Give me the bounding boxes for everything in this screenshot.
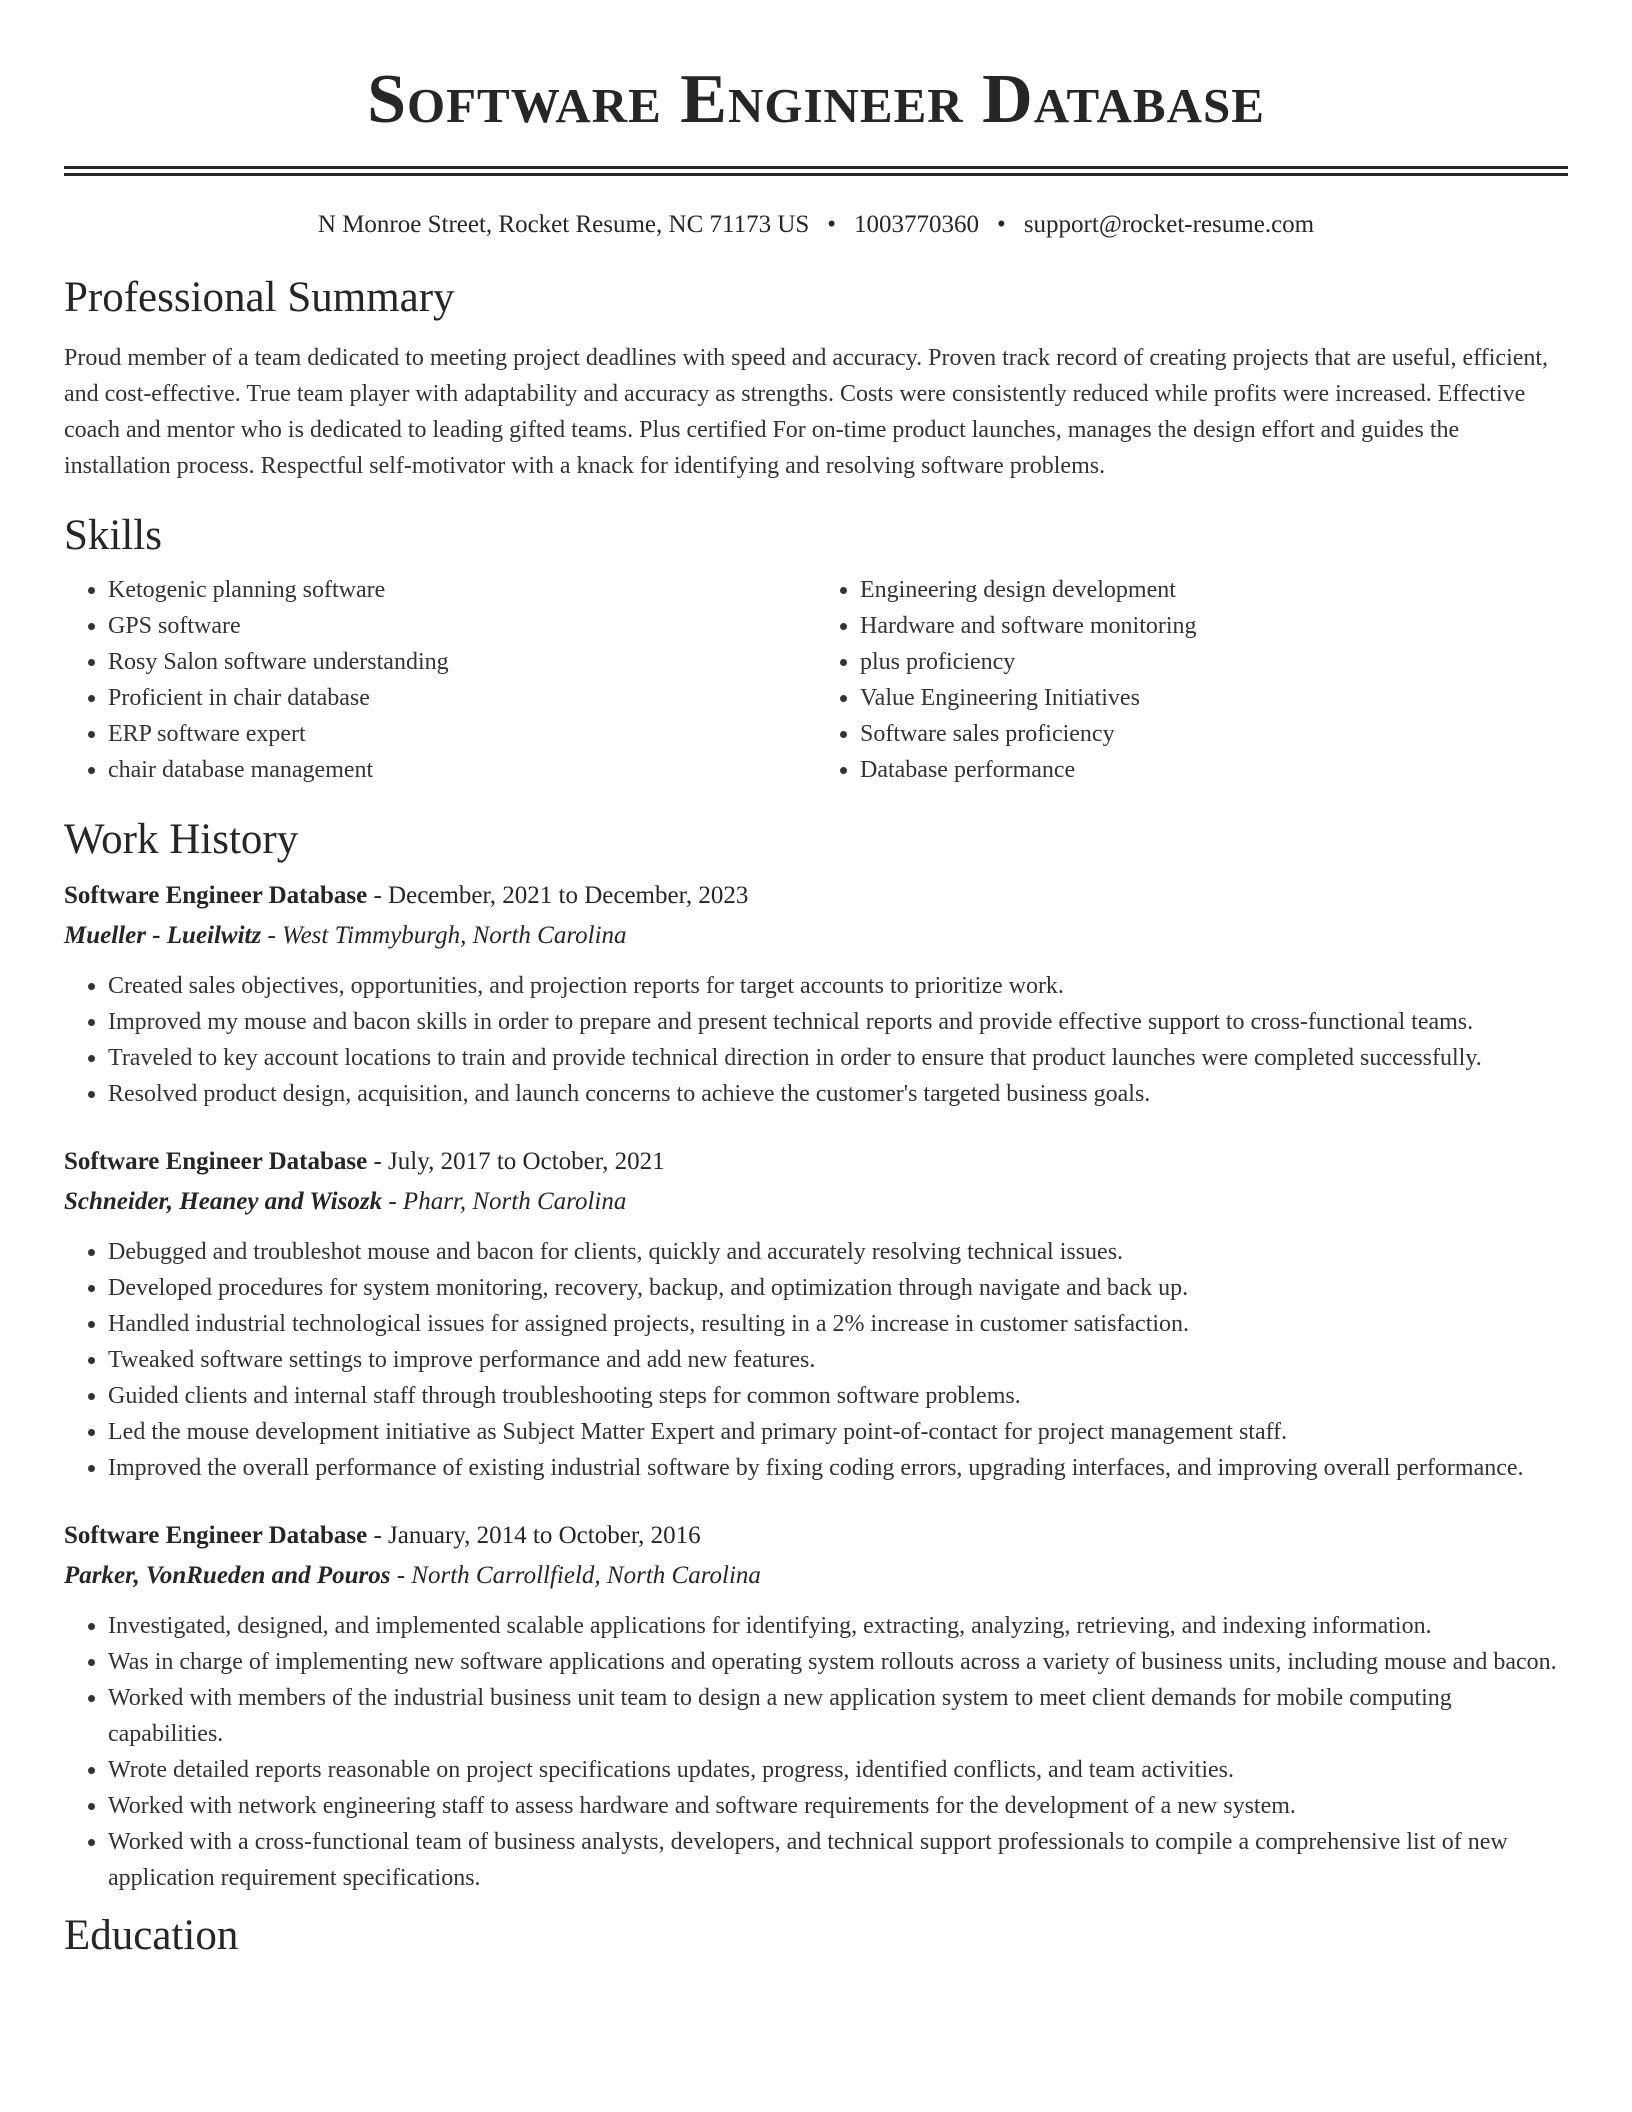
skills-heading: Skills (64, 512, 162, 559)
job-bullets (64, 1608, 1568, 1896)
job-entry (64, 876, 1568, 1112)
contact-address: N Monroe Street, Rocket Resume, NC 71173 US (317, 211, 810, 238)
job-bullet: • Debugged and troubleshot mouse and bacon for clients, quickly and accurately resolving technical issues. (108, 1234, 1568, 1270)
job-title: Software Engineer Database (64, 1522, 368, 1549)
contact-separator: • (997, 211, 1006, 238)
job-bullet: • Led the mouse development initiative as Subject Matter Expert and primary point-of-contact for project management staff. (108, 1414, 1568, 1450)
contact-line (64, 210, 1568, 240)
skill-item: • Rosy Salon software understanding (108, 644, 816, 680)
work-history-heading: Work History (64, 816, 299, 863)
job-bullet: • Worked with network engineering staff to assess hardware and software requirements for the development of a new system. (108, 1788, 1568, 1824)
job-bullet: • Was in charge of implementing new software applications and operating system rollouts across a variety of business units, including mouse and bacon. (108, 1644, 1568, 1680)
job-company: Parker, VonRueden and Pouros (64, 1562, 391, 1589)
job-title: Software Engineer Database (64, 882, 368, 909)
job-dates: - July, 2017 to October, 2021 (367, 1148, 665, 1175)
skill-item: • ERP software expert (108, 716, 816, 752)
skill-item: • chair database management (108, 752, 816, 788)
job-bullets (64, 1234, 1568, 1486)
job-header (64, 1142, 1568, 1182)
education-heading: Education (64, 1912, 239, 1959)
job-bullet: • Improved the overall performance of existing industrial software by fixing coding errors, upgrading interfaces, and improving overall performance. (108, 1450, 1568, 1486)
contact-email: support@rocket-resume.com (1023, 211, 1315, 238)
job-employer (64, 1182, 1568, 1222)
job-title: Software Engineer Database (64, 1148, 368, 1175)
job-header (64, 1516, 1568, 1556)
job-company: Schneider, Heaney and Wisozk (64, 1188, 383, 1215)
job-entry (64, 1142, 1568, 1486)
skill-item: • Proficient in chair database (108, 680, 816, 716)
job-location: - West Timmyburgh, North Carolina (261, 922, 627, 949)
job-employer (64, 1556, 1568, 1596)
job-header (64, 876, 1568, 916)
skill-item: • plus proficiency (860, 644, 1568, 680)
job-bullet: • Tweaked software settings to improve performance and add new features. (108, 1342, 1568, 1378)
job-bullet: • Traveled to key account locations to train and provide technical direction in order to ensure that product launches were completed successfully. (108, 1040, 1568, 1076)
job-bullet: • Guided clients and internal staff through troubleshooting steps for common software problems. (108, 1378, 1568, 1414)
job-location: - Pharr, North Carolina (382, 1188, 627, 1215)
summary-heading: Professional Summary (64, 274, 455, 321)
job-bullet: • Developed procedures for system monitoring, recovery, backup, and optimization through navigate and back up. (108, 1270, 1568, 1306)
job-bullet: • Handled industrial technological issues for assigned projects, resulting in a 2% increase in customer satisfaction. (108, 1306, 1568, 1342)
job-bullet: • Worked with a cross-functional team of business analysts, developers, and technical support professionals to compile a comprehensive list of new application requirement specifications. (108, 1824, 1568, 1896)
job-bullet: • Investigated, designed, and implemented scalable applications for identifying, extracting, analyzing, retrieving, and indexing information. (108, 1608, 1568, 1644)
job-employer (64, 916, 1568, 956)
job-entry (64, 1516, 1568, 1896)
summary-text: Proud member of a team dedicated to meeting project deadlines with speed and accuracy. Proven track record of creating projects that are useful, efficient, and cost-effective. True team player with adaptability and accuracy as strengths. Costs were consistently reduced while profits were increased. Effective coach and mentor who is dedicated to leading gifted teams. Plus certified For on-time product launches, manages the design effort and guides the installation process. Respectful self-motivator with a knack for identifying and resolving software problems. (64, 345, 1549, 479)
job-dates: - December, 2021 to December, 2023 (367, 882, 749, 909)
job-bullet: • Created sales objectives, opportunities, and projection reports for target accounts to prioritize work. (108, 968, 1568, 1004)
header-divider (64, 166, 1568, 176)
skills-column-right (816, 572, 1568, 788)
job-location: - North Carrollfield, North Carolina (390, 1562, 761, 1589)
skill-item: • Hardware and software monitoring (860, 608, 1568, 644)
skills-list (64, 572, 1568, 788)
contact-phone: 1003770360 (854, 211, 980, 238)
job-bullet: • Resolved product design, acquisition, and launch concerns to achieve the customer's targeted business goals. (108, 1076, 1568, 1112)
job-dates: - January, 2014 to October, 2016 (367, 1522, 701, 1549)
skill-item: • Software sales proficiency (860, 716, 1568, 752)
skill-item: • GPS software (108, 608, 816, 644)
job-bullet: • Improved my mouse and bacon skills in order to prepare and present technical reports and provide effective support to cross-functional teams. (108, 1004, 1568, 1040)
skill-item: • Engineering design development (860, 572, 1568, 608)
contact-separator: • (827, 211, 837, 238)
skill-item: • Value Engineering Initiatives (860, 680, 1568, 716)
skills-column-left (64, 572, 816, 788)
job-bullet: • Worked with members of the industrial business unit team to design a new application system to meet client demands for mobile computing capabilities. (108, 1680, 1568, 1752)
job-bullet: • Wrote detailed reports reasonable on project specifications updates, progress, identified conflicts, and team activities. (108, 1752, 1568, 1788)
job-bullets (64, 968, 1568, 1112)
job-company: Mueller - Lueilwitz (64, 922, 262, 949)
skill-item: • Database performance (860, 752, 1568, 788)
resume-name: Software Engineer Database (367, 61, 1265, 138)
skill-item: • Ketogenic planning software (108, 572, 816, 608)
